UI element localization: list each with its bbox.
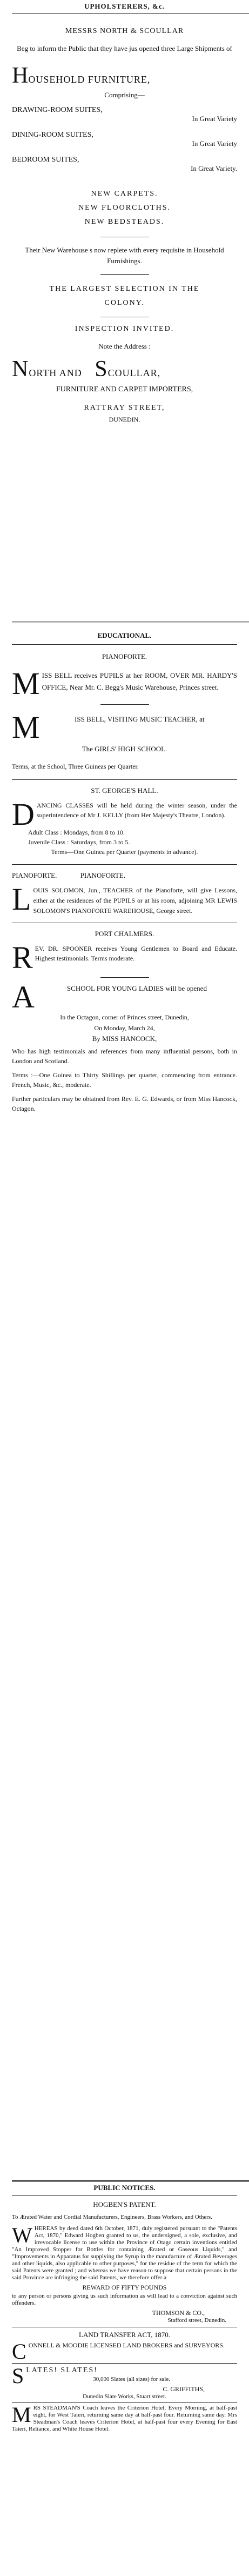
hancock-terms: Terms :—One Guinea to Thirty Shillings per quarter, commencing from entrance. French, Music, &c., moderate.: [12, 1071, 237, 1089]
port-heading: PORT CHALMERS.: [95, 930, 154, 938]
suite-item: [12, 106, 237, 123]
category-header: [12, 2, 237, 11]
bell2-terms: Terms, at the School, Three Guineas per Quarter.: [12, 763, 139, 770]
largest-selection: THE LARGEST SELECTION IN THE COLONY.: [49, 285, 200, 307]
dropcap: C: [12, 2339, 26, 2364]
north-rest: ORTH AND: [29, 368, 82, 378]
divider: [12, 2402, 237, 2403]
divider: [12, 2363, 237, 2364]
new-line: NEW FLOORCLOTHS.: [78, 204, 171, 212]
hancock-text: Who has high testimonials and references from many influential persons, both in London and Scotland.: [12, 1047, 237, 1065]
reward: REWARD OF FIFTY POUNDS: [82, 2284, 167, 2291]
thomson: THOMSON & CO.,: [152, 2309, 205, 2317]
dropcap: M: [12, 710, 40, 745]
divider: [12, 622, 249, 623]
bell2-text: ISS BELL, VISITING MUSIC TEACHER, at: [75, 715, 205, 723]
high-school: The GIRLS' HIGH SCHOOL.: [82, 745, 167, 753]
dropcap: L: [12, 882, 31, 917]
pianoforte-heading: PIANOFORTE.: [102, 652, 147, 660]
griffiths-address: Dunedin Slate Works, Stuart street.: [83, 2393, 166, 2400]
scoullar-dropcap: S: [95, 357, 108, 382]
divider: [12, 2180, 249, 2182]
spooner-ad: [12, 940, 237, 975]
dropcap: D: [12, 797, 35, 832]
dropcap: M: [12, 2403, 31, 2427]
dancing-ad: [12, 797, 237, 857]
suite-name: BEDROOM SUITES,: [12, 156, 79, 164]
comprising-text: Comprising—: [104, 91, 145, 99]
bell-text: ISS BELL receives PUPILS at her ROOM, OVER MR. HARDY'S OFFICE, Near Mr. C. Begg's Music Warehouse, Princes street.: [42, 671, 237, 691]
furniture-importers: FURNITURE AND CARPET IMPORTERS,: [56, 385, 193, 393]
category-title: UPHOLSTERERS, &c.: [84, 2, 165, 10]
dropcap: A: [12, 979, 35, 1015]
household-rest: OUSEHOLD FURNITURE,: [28, 74, 151, 85]
solomon-ad: [12, 882, 237, 917]
intro-text: Beg to inform the Public that they have jus opened three Large Shipments of: [17, 44, 232, 52]
hogben-heading: HOGBEN'S PATENT.: [93, 2200, 156, 2208]
divider: [100, 977, 149, 978]
divider: [12, 779, 237, 780]
rattray-street: RATTRAY STREET,: [84, 404, 165, 412]
slates-ad: [12, 2366, 237, 2400]
firm-name: MESSRS NORTH & SCOULLAR: [65, 27, 184, 35]
dropcap: S: [12, 2364, 24, 2388]
young-ladies-school-ad: [12, 979, 237, 1113]
north-scoullar-ad: [12, 27, 237, 424]
solomon-text: OUIS SOLOMON, Jun., TEACHER of the Pianoforte, will give Lessons, either at the residences of the PUPILS or at his room, adjoining MR LEWIS SOLOMON'S PIANOFORTE WAREHOUSE, George street.: [33, 886, 237, 915]
new-line: NEW BEDSTEADS.: [84, 218, 165, 226]
north-scoullar-line: [12, 358, 237, 380]
spooner-text: EV. DR. SPOONER receives Young Gentlemen to Board and Educate. Highest testimonials. Terms moderate.: [35, 945, 237, 962]
griffiths: C. GRIFFITHS,: [163, 2385, 205, 2393]
pianoforte2-heading: PIANOFORTE. PIANOFORTE.: [12, 871, 125, 879]
whereas-notice: [12, 2225, 237, 2281]
dancing-terms: Terms—One Guinea per Quarter (payments in advance).: [51, 848, 198, 856]
school-title: SCHOOL FOR YOUNG LADIES will be opened: [66, 984, 207, 992]
dropcap: M: [12, 666, 40, 701]
suite-note: In Great Variety.: [191, 164, 237, 172]
whereas-text: HEREAS by deed dated 6th October, 1871, duly registered pursuant to the "Patents Act, 1870," Edward Hogben granted to us, the undersigned, a sole, exclusive, and irrevocable license to use within the Province of Otago certain inventions entitled "An Improved Stopper for Bottles for containing Ærated or Gaseous Liquids," and "Improvements in Apparatus for supplying the Syrup in the manufacture of Ærated Beverages and other liquids, also applicable to other purposes," for the residue of the term for which the said Patents were granted ; and whereas we have reason to suppose that certain persons in the said Province are infringing the said Patents, we therefore offer a: [12, 2225, 237, 2281]
new-line: NEW CARPETS.: [91, 190, 158, 198]
suite-item: [12, 156, 237, 173]
household-dropcap: H: [12, 63, 29, 88]
connell-ad: [12, 2339, 237, 2364]
dunedin: DUNEDIN.: [109, 416, 140, 423]
steadman-text: RS STEADMAN'S Coach leaves the Criterion Hotel, Every Morning, at half-past eight, for West Taieri, returning same day at half-past four. Returning same day. Mrs Steadman's Coach leaves Criterion Hotel, at half-past four every Evening for East Taieri, Reliance, and White House Hotel.: [12, 2405, 237, 2432]
divider: [12, 13, 249, 14]
new-lines: [12, 187, 237, 229]
household-furniture-line: [12, 65, 237, 86]
miss-bell-visiting-ad: [12, 710, 237, 772]
connell-text: ONNELL & MOODIE LICENSED LAND BROKERS and SURVEYORS.: [28, 2341, 225, 2349]
suite-name: DINING-ROOM SUITES,: [12, 131, 93, 139]
miss-bell-ad: [12, 666, 237, 701]
suite-note: In Great Variety: [192, 115, 237, 123]
steadman-ad: [12, 2405, 237, 2433]
school-by: By MISS HANCOCK,: [92, 1035, 157, 1043]
divider: [12, 2195, 237, 2196]
suite-name: DRAWING-ROOM SUITES,: [12, 106, 103, 114]
suite-note: In Great Variety: [192, 139, 237, 148]
dancing-text: ANCING CLASSES will be held during the winter season, under the superintendence of Mr J. KELLY (from Her Majesty's Theatre, London).: [36, 802, 237, 819]
divider: [100, 704, 149, 705]
divider: [100, 274, 149, 275]
land-heading: LAND TRANSFER ACT, 1870.: [79, 2331, 170, 2339]
inspection-invited: INSPECTION INVITED.: [75, 325, 174, 333]
hancock-further: Further particulars may be obtained from Rev. E. G. Edwards, or from Miss Hancock, Octagon.: [12, 1095, 237, 1112]
dropcap: R: [12, 940, 33, 975]
divider: [12, 864, 237, 865]
thomson-address: Stafford street, Dunedin.: [167, 2317, 226, 2324]
reward-text: to any person or persons giving us such information as will lead to a conviction against such offenders.: [12, 2293, 237, 2306]
warehouse-text: Their New Warehouse s now replete with every requisite in Household Furnishings.: [25, 246, 224, 265]
slates-title: LATES! SLATES!: [26, 2366, 98, 2374]
hogben-to: To Ærated Water and Cordial Manufacturers, Engineers, Brass Workers, and Others.: [12, 2214, 212, 2220]
dropcap: W: [12, 2223, 32, 2247]
north-dropcap: N: [12, 357, 29, 382]
scoullar-rest: COULLAR,: [107, 368, 161, 378]
school-place: In the Octagon, corner of Princes street, Dunedin,: [60, 1013, 189, 1021]
juvenile-class: Juvenile Class : Saturdays, from 3 to 5.: [28, 838, 130, 846]
school-date: On Monday, March 24,: [94, 1024, 155, 1032]
educational-section: [12, 631, 237, 1113]
slates-text: 30,000 Slates (all sizes) for sale.: [93, 2376, 170, 2383]
adult-class: Adult Class : Mondays, from 8 to 10.: [28, 829, 125, 836]
divider: [12, 644, 237, 645]
public-notices-section: [12, 2184, 237, 2433]
suite-item: [12, 131, 237, 148]
note-address: Note the Address :: [98, 342, 151, 350]
public-heading: PUBLIC NOTICES.: [93, 2184, 156, 2192]
educational-heading: EDUCATIONAL.: [97, 631, 152, 639]
st-george-heading: ST. GEORGE'S HALL.: [91, 786, 158, 795]
